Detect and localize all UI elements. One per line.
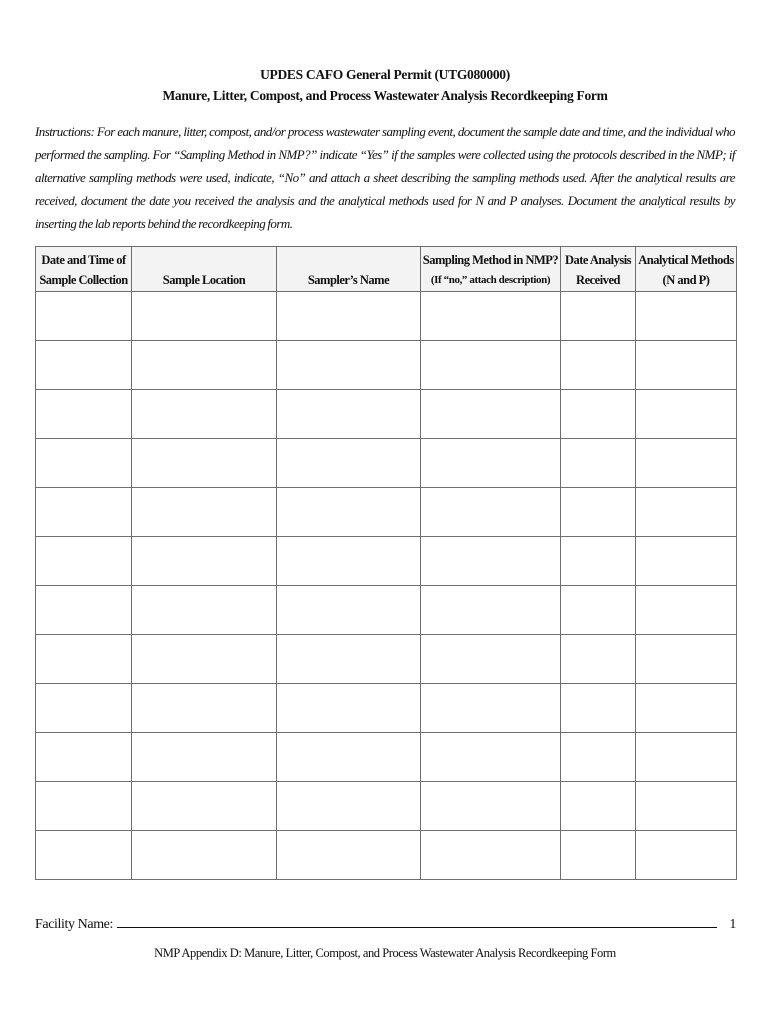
- sample-location-cell[interactable]: [132, 831, 277, 880]
- date-time-cell[interactable]: [36, 586, 132, 635]
- analytical-methods-cell[interactable]: [636, 390, 737, 439]
- table-body: [36, 292, 737, 880]
- sample-location-cell[interactable]: [132, 684, 277, 733]
- facility-name-line: [35, 912, 736, 933]
- analytical-methods-cell[interactable]: [636, 292, 737, 341]
- sample-location-cell[interactable]: [132, 341, 277, 390]
- analytical-methods-cell[interactable]: [636, 488, 737, 537]
- table-row: [36, 831, 737, 880]
- analytical-methods-cell[interactable]: [636, 684, 737, 733]
- analytical-methods-cell[interactable]: [636, 733, 737, 782]
- sampler-name-cell[interactable]: [277, 390, 421, 439]
- sampler-name-cell[interactable]: [277, 831, 421, 880]
- table-row: [36, 439, 737, 488]
- form-header: [0, 64, 770, 106]
- sampler-name-cell[interactable]: [277, 488, 421, 537]
- column-header-analytical-methods: [636, 247, 737, 292]
- column-header-line1: Analytical Methods: [638, 253, 734, 267]
- analytical-methods-cell[interactable]: [636, 341, 737, 390]
- date-time-cell[interactable]: [36, 733, 132, 782]
- sample-location-cell[interactable]: [132, 635, 277, 684]
- analytical-methods-cell[interactable]: [636, 537, 737, 586]
- column-header-sampling-method: [421, 247, 561, 292]
- date-received-cell[interactable]: [561, 537, 636, 586]
- analytical-methods-cell[interactable]: [636, 439, 737, 488]
- date-time-cell[interactable]: [36, 390, 132, 439]
- sample-location-cell[interactable]: [132, 439, 277, 488]
- date-received-cell[interactable]: [561, 635, 636, 684]
- recordkeeping-table: [35, 246, 737, 880]
- table-row: [36, 635, 737, 684]
- analytical-methods-cell[interactable]: [636, 831, 737, 880]
- sampling-method-cell[interactable]: [421, 684, 561, 733]
- column-header-line2: Sampler’s Name: [307, 273, 390, 287]
- date-received-cell[interactable]: [561, 341, 636, 390]
- sampling-method-cell[interactable]: [421, 733, 561, 782]
- column-header-line1: Date and Time of: [41, 253, 126, 267]
- sample-location-cell[interactable]: [132, 733, 277, 782]
- date-time-cell[interactable]: [36, 488, 132, 537]
- form-title: UPDES CAFO General Permit (UTG080000): [260, 67, 510, 82]
- sampling-method-cell[interactable]: [421, 341, 561, 390]
- column-header-line2: Sample Collection: [39, 273, 128, 287]
- column-header-sampler-name: [277, 247, 421, 292]
- sampling-method-cell[interactable]: [421, 782, 561, 831]
- column-header-line2: Received: [576, 273, 620, 287]
- date-received-cell[interactable]: [561, 292, 636, 341]
- column-header-sample-location: [132, 247, 277, 292]
- table-row: [36, 733, 737, 782]
- date-received-cell[interactable]: [561, 684, 636, 733]
- form-subtitle: Manure, Litter, Compost, and Process Wastewater Analysis Recordkeeping Form: [162, 88, 608, 103]
- sampling-method-cell[interactable]: [421, 390, 561, 439]
- date-received-cell[interactable]: [561, 831, 636, 880]
- sampling-method-cell[interactable]: [421, 635, 561, 684]
- column-header-line1: Date Analysis: [564, 253, 632, 267]
- table-header-row: [36, 247, 737, 292]
- sampler-name-cell[interactable]: [277, 733, 421, 782]
- sampler-name-cell[interactable]: [277, 586, 421, 635]
- sample-location-cell[interactable]: [132, 782, 277, 831]
- sampler-name-cell[interactable]: [277, 782, 421, 831]
- table-row: [36, 586, 737, 635]
- table-row: [36, 488, 737, 537]
- column-header-date-analysis-received: [561, 247, 636, 292]
- sample-location-cell[interactable]: [132, 586, 277, 635]
- column-header-line2: (N and P): [662, 273, 710, 287]
- sampling-method-cell[interactable]: [421, 292, 561, 341]
- table-row: [36, 292, 737, 341]
- date-time-cell[interactable]: [36, 439, 132, 488]
- sample-location-cell[interactable]: [132, 537, 277, 586]
- analytical-methods-cell[interactable]: [636, 586, 737, 635]
- sampler-name-cell[interactable]: [277, 292, 421, 341]
- page-footer: NMP Appendix D: Manure, Litter, Compost, and Process Wastewater Analysis Recordkeeping Form: [154, 946, 616, 960]
- sampler-name-cell[interactable]: [277, 537, 421, 586]
- date-time-cell[interactable]: [36, 684, 132, 733]
- sampler-name-cell[interactable]: [277, 635, 421, 684]
- date-received-cell[interactable]: [561, 586, 636, 635]
- date-received-cell[interactable]: [561, 439, 636, 488]
- instructions-paragraph: Instructions: For each manure, litter, compost, and/or process wastewater sampling event, document the sample date and time, and the individual who performed the sampling. For “Sampling Method in NMP?” indicate “Yes” if the samples were collected using the protocols described in the NMP; if alternative sampling methods were used, indicate, “No” and attach a sheet describing the sampling methods used. After the analytical results are received, document the date you received the analysis and the analytical methods used for N and P analyses. Document the analytical results by inserting the lab reports behind the recordkeeping form.: [35, 124, 735, 231]
- date-received-cell[interactable]: [561, 782, 636, 831]
- date-time-cell[interactable]: [36, 831, 132, 880]
- sampling-method-cell[interactable]: [421, 537, 561, 586]
- page-number: 1: [729, 917, 736, 932]
- table-row: [36, 684, 737, 733]
- sampler-name-cell[interactable]: [277, 684, 421, 733]
- table-row: [36, 537, 737, 586]
- column-header-line2: (If “no,” attach description): [430, 274, 551, 286]
- date-time-cell[interactable]: [36, 537, 132, 586]
- date-time-cell[interactable]: [36, 341, 132, 390]
- sampler-name-cell[interactable]: [277, 341, 421, 390]
- date-received-cell[interactable]: [561, 733, 636, 782]
- table-row: [36, 782, 737, 831]
- sampling-method-cell[interactable]: [421, 488, 561, 537]
- facility-name-label: Facility Name:: [35, 917, 113, 932]
- date-received-cell[interactable]: [561, 488, 636, 537]
- column-header-date-time: [36, 247, 132, 292]
- table-row: [36, 390, 737, 439]
- sample-location-cell[interactable]: [132, 292, 277, 341]
- sample-location-cell[interactable]: [132, 488, 277, 537]
- sampling-method-cell[interactable]: [421, 586, 561, 635]
- sampling-method-cell[interactable]: [421, 439, 561, 488]
- date-received-cell[interactable]: [561, 390, 636, 439]
- column-header-line1: Sampling Method in NMP?: [422, 253, 559, 267]
- analytical-methods-cell[interactable]: [636, 635, 737, 684]
- facility-name-field[interactable]: [117, 912, 717, 928]
- table-row: [36, 341, 737, 390]
- date-time-cell[interactable]: [36, 635, 132, 684]
- date-time-cell[interactable]: [36, 292, 132, 341]
- sampler-name-cell[interactable]: [277, 439, 421, 488]
- sampling-method-cell[interactable]: [421, 831, 561, 880]
- column-header-line2: Sample Location: [162, 273, 246, 287]
- analytical-methods-cell[interactable]: [636, 782, 737, 831]
- sample-location-cell[interactable]: [132, 390, 277, 439]
- date-time-cell[interactable]: [36, 782, 132, 831]
